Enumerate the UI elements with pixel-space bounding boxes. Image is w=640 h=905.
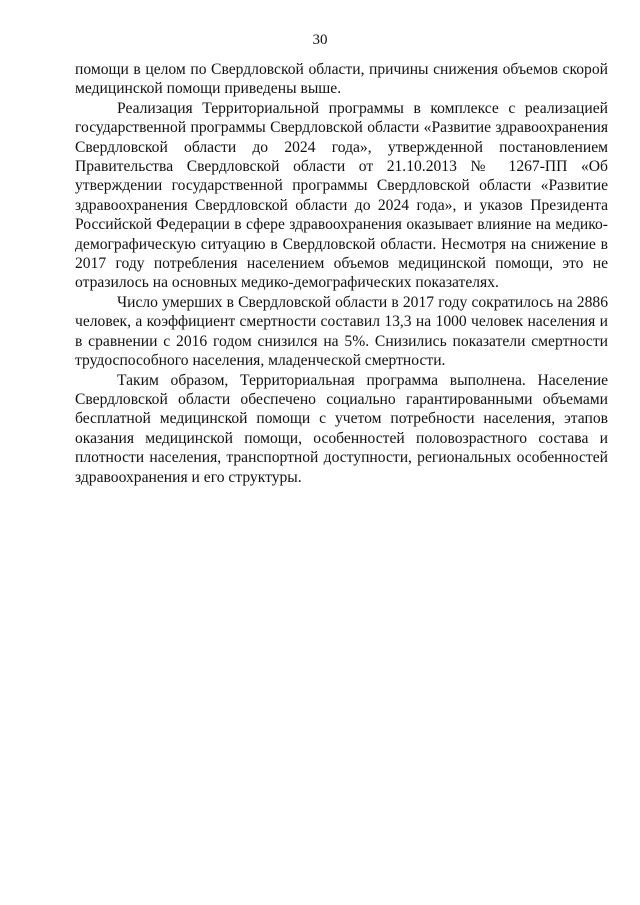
document-body [75,60,608,487]
paragraph-continuation: помощи в целом по Свердловской области, причины снижения объемов скорой медицинской помощи приведены выше. [75,61,608,98]
paragraph-program-implementation: Реализация Территориальной программы в комплексе с реализацией государственной программы Свердловской области «Развитие здравоохранения Свердловской области до 2024 года», утвержденной постановлением Правительства Свердловской области от 21.10.2013 № 1267-ПП «Об утверждении государственной программы Свердловской области «Развитие здравоохранения Свердловской области до 2024 года», и указов Президента Российской Федерации в сфере здравоохранения оказывает влияние на медико-демографическую ситуацию в Свердловской области. Несмотря на снижение в 2017 году потребления населением объемов медицинской помощи, это не отразилось на основных медико-демографических показателях. [75,99,608,292]
paragraph-conclusion: Таким образом, Территориальная программа выполнена. Население Свердловской области обеспечено социально гарантированными объемами бесплатной медицинской помощи с учетом потребности населения, этапов оказания медицинской помощи, особенностей половозрастного состава и плотности населения, транспортной доступности, региональных особенностей здравоохранения и его структуры. [75,371,608,486]
paragraph-mortality: Число умерших в Свердловской области в 2017 году сократилось на 2886 человек, а коэффициент смертности составил 13,3 на 1000 человек населения и в сравнении с 2016 годом снизился на 5%. Снизились показатели смертности трудоспособного населения, младенческой смертности. [75,293,608,370]
page-number: 30 [312,32,328,48]
